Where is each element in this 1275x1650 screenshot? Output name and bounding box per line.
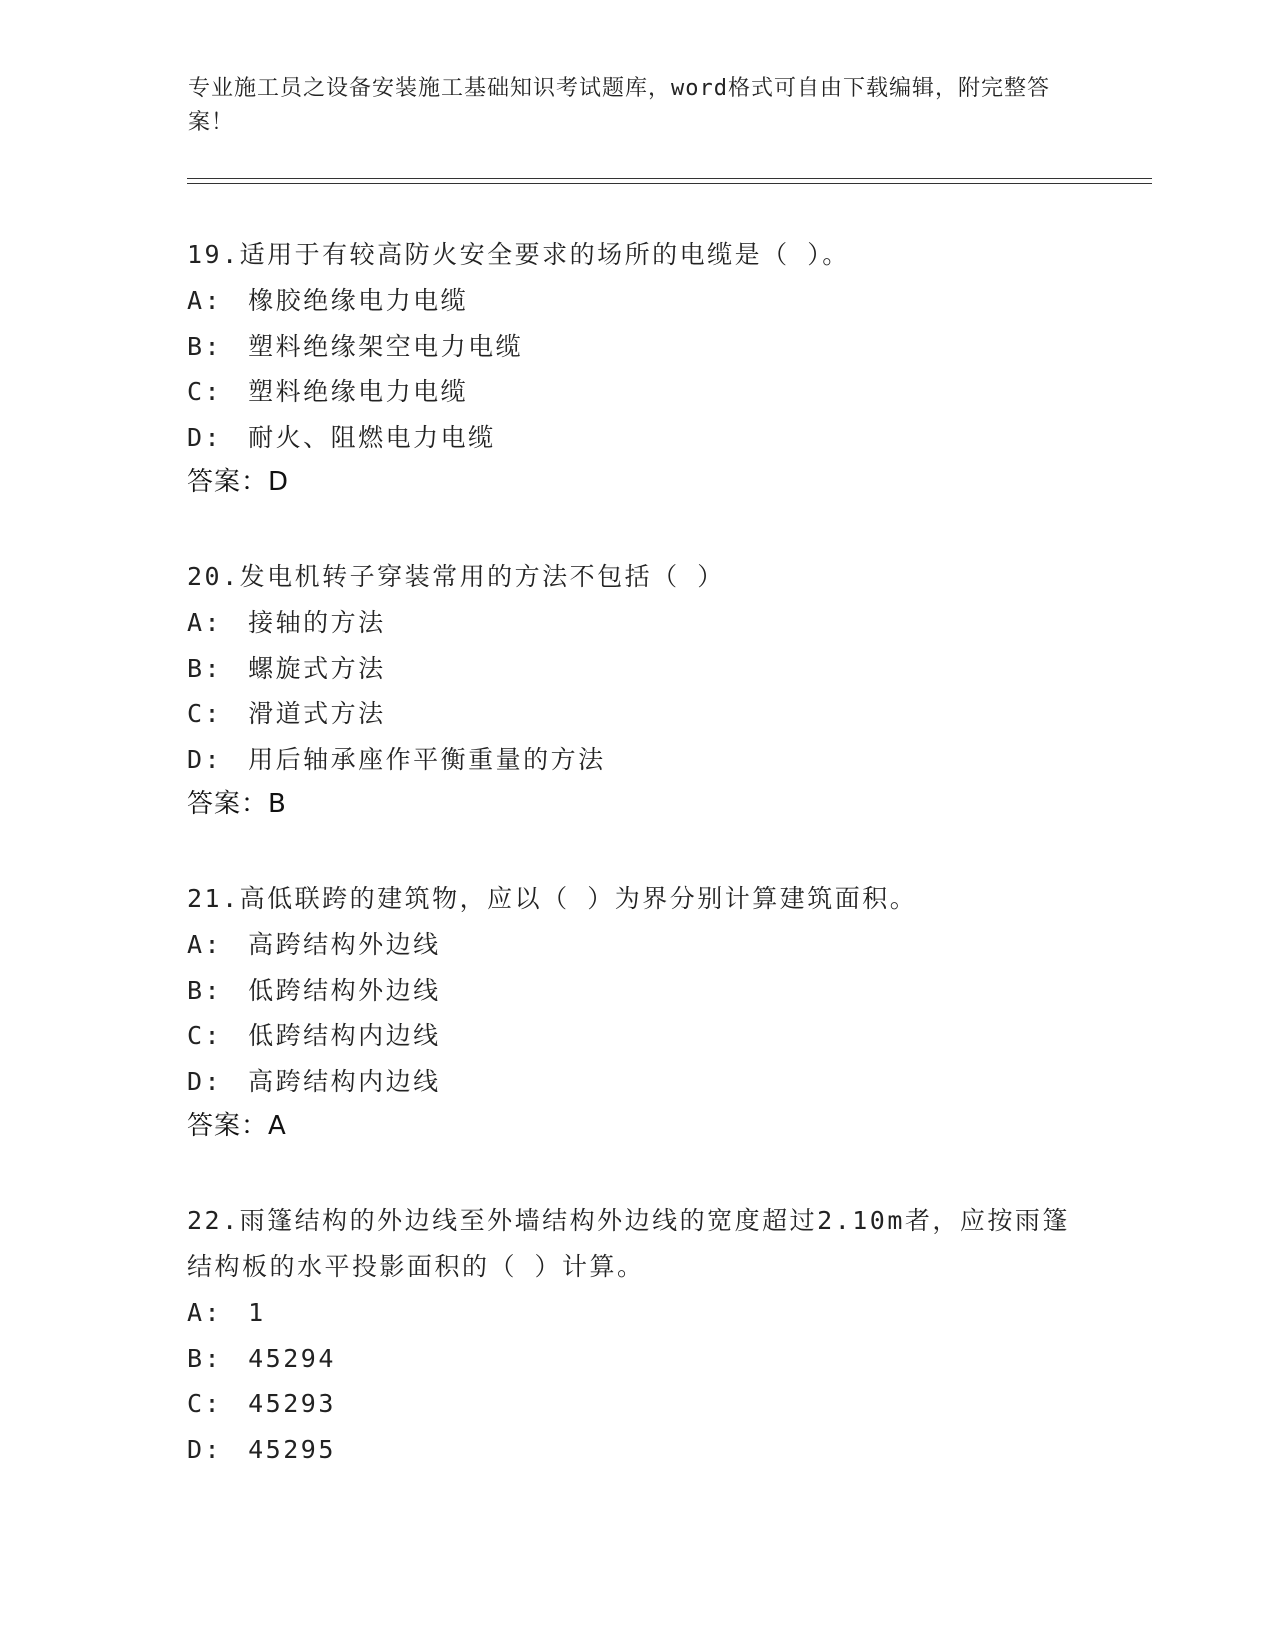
question-22 [187, 1198, 1087, 1472]
option-text: 塑料绝缘架空电力电缆 [248, 331, 524, 361]
option-c [187, 1381, 1087, 1427]
option-text: 高跨结构外边线 [248, 930, 441, 959]
option-text: 高跨结构内边线 [248, 1066, 441, 1096]
option-d [187, 737, 1087, 783]
option-text: 滑道式方法 [248, 699, 386, 728]
option-text: 接轴的方法 [248, 608, 386, 637]
question-stem: 21.高低联跨的建筑物，应以（ ）为界分别计算建筑面积。 [187, 884, 918, 913]
question-19 [187, 232, 1087, 504]
question-20 [187, 554, 1087, 826]
option-b [187, 646, 1087, 692]
option-letter: C: [187, 1389, 223, 1418]
option-d [187, 415, 1087, 461]
option-letter: D: [187, 744, 223, 774]
option-b [187, 1336, 1087, 1382]
header-divider-bottom [187, 183, 1152, 184]
document-header: 专业施工员之设备安装施工基础知识考试题库，word格式可自由下载编辑，附完整答案！ [188, 76, 1050, 135]
option-text: 低跨结构内边线 [248, 1021, 441, 1050]
question-list [187, 232, 1087, 1522]
answer-line: 答案：B [187, 789, 287, 819]
option-letter: A: [187, 1298, 223, 1327]
option-letter: A: [187, 608, 223, 637]
question-stem: 22.雨篷结构的外边线至外墙结构外边线的宽度超过2.10m者，应按雨篷结构板的水平投影面积的（ ）计算。 [187, 1206, 1070, 1281]
option-letter: C: [187, 1021, 223, 1050]
option-text: 螺旋式方法 [248, 653, 386, 683]
option-text: 45295 [248, 1434, 336, 1464]
option-c [187, 369, 1087, 415]
option-letter: B: [187, 1343, 223, 1373]
option-text: 塑料绝缘电力电缆 [248, 377, 469, 406]
option-c [187, 691, 1087, 737]
option-b [187, 324, 1087, 370]
question-stem: 20.发电机转子穿装常用的方法不包括（ ） [187, 562, 725, 591]
option-a [187, 278, 1087, 324]
question-stem: 19.适用于有较高防火安全要求的场所的电缆是（ ）。 [187, 240, 850, 269]
option-letter: C: [187, 377, 223, 406]
option-text: 用后轴承座作平衡重量的方法 [248, 744, 606, 774]
option-text: 耐火、阻燃电力电缆 [248, 422, 496, 452]
option-letter: A: [187, 930, 223, 959]
option-a [187, 922, 1087, 968]
option-letter: B: [187, 331, 223, 361]
option-letter: B: [187, 653, 223, 683]
option-letter: D: [187, 1434, 223, 1464]
option-text: 1 [248, 1298, 266, 1327]
option-a [187, 600, 1087, 646]
option-letter: D: [187, 422, 223, 452]
option-d [187, 1427, 1087, 1473]
option-a [187, 1290, 1087, 1336]
question-21 [187, 876, 1087, 1148]
option-letter: C: [187, 699, 223, 728]
answer-line: 答案：D [187, 467, 290, 497]
answer-line: 答案：A [187, 1111, 287, 1141]
option-text: 低跨结构外边线 [248, 975, 441, 1005]
option-text: 45293 [248, 1389, 336, 1418]
option-c [187, 1013, 1087, 1059]
option-letter: D: [187, 1066, 223, 1096]
header-divider-top [187, 178, 1152, 179]
option-b [187, 968, 1087, 1014]
option-text: 橡胶绝缘电力电缆 [248, 286, 469, 315]
option-d [187, 1059, 1087, 1105]
option-text: 45294 [248, 1343, 336, 1373]
option-letter: A: [187, 286, 223, 315]
option-letter: B: [187, 975, 223, 1005]
